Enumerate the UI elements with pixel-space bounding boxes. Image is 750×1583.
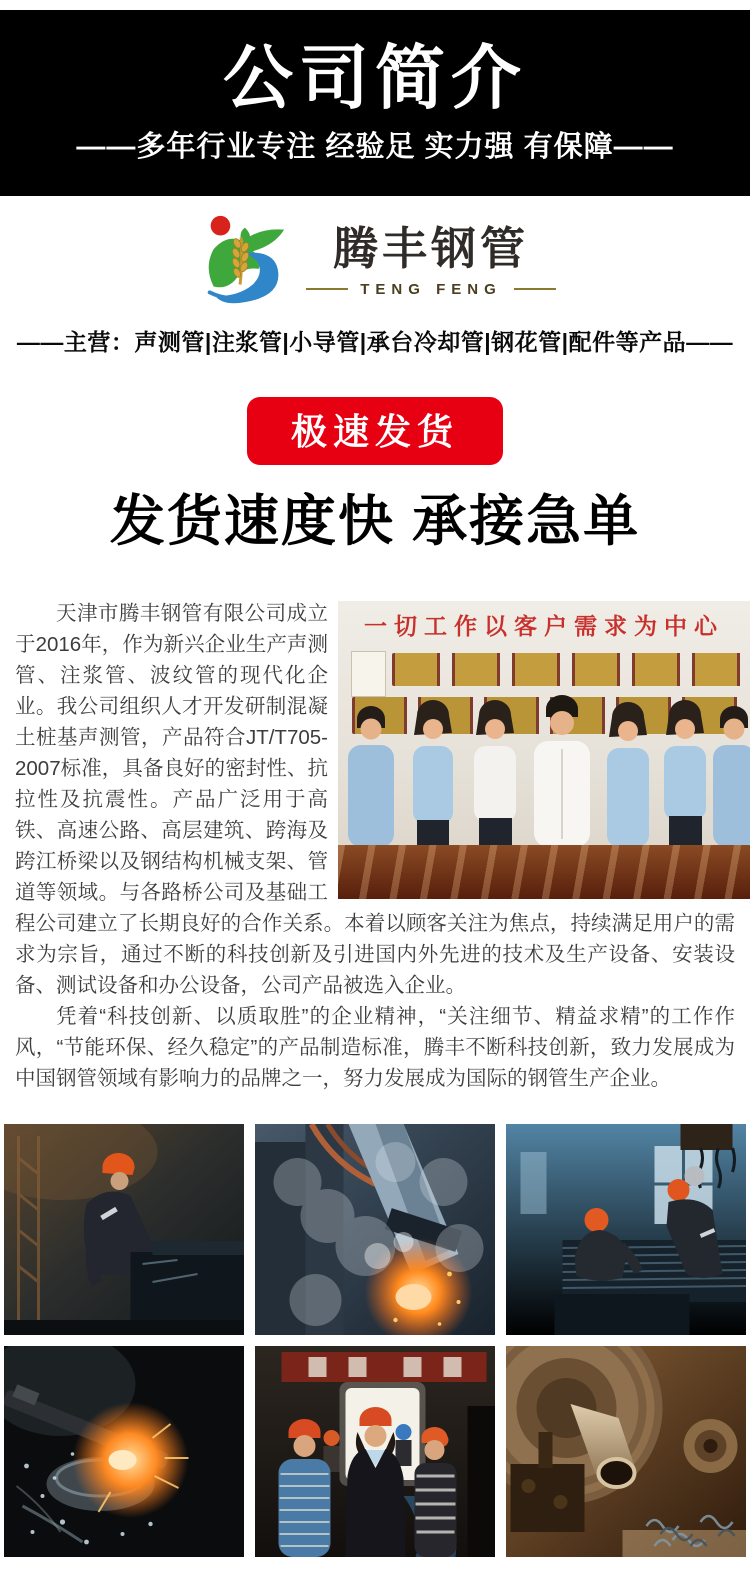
brand-logo-row: [0, 210, 750, 312]
about-section: [0, 598, 750, 1094]
gold-dash-left: [306, 288, 348, 290]
brand-name-en-text: TENG FENG: [360, 280, 502, 298]
award-plaques-row: [392, 653, 742, 686]
gallery-photo-lathe-machining: [506, 1346, 746, 1557]
fast-shipping-badge: 极速发货: [247, 397, 503, 465]
brand-name-cn: 腾丰钢管: [332, 223, 529, 275]
team-members-illustration: [338, 689, 750, 847]
gallery-photo-worker-machine: [4, 1124, 244, 1335]
factory-gallery: [0, 1124, 750, 1583]
promo-headline: 发货速度快 承接急单: [109, 490, 641, 552]
header-subtitle: ——多年行业专注 经验足 实力强 有保障——: [76, 131, 674, 163]
brand-section: [0, 196, 750, 357]
gallery-photo-pipe-stacking: [506, 1124, 746, 1335]
page-title: 公司简介: [223, 39, 527, 117]
about-paragraph-1: 天津市腾丰钢管有限公司成立于2016年，作为新兴企业生产声测管、注浆管、波纹管的现代化企业。我公司组织人才开发研制混凝土桩基声测管，产品符合JT/T705-2007标准，具备良好的密封性、抗拉性及抗震性。产品广泛用于高铁、高速公路、高层建筑、跨海及跨江桥梁以及钢结构机械支架、管道等领域。与各路桥公司及基础工程公司建立了长期良好的合作关系。本着以顾客关注为焦点，持续满足用户的需求为宗旨，通过不断的科技创新及引进国内外先进的技术及生产设备、安装设备、测试设备和办公设备，公司产品被选入企业。: [15, 601, 735, 997]
about-paragraph-2: 凭着“科技创新、以质取胜”的企业精神，“关注细节、精益求精”的工作作风，“节能环保、经久稳定”的产品制造标准，腾丰不断科技创新，致力发展成为中国钢管领域有影响力的品牌之一，努力发展成为国际的钢管生产企业。: [15, 1004, 735, 1090]
brand-name-en: [306, 281, 556, 298]
gold-dash-right: [514, 288, 556, 290]
main-products-line: ——主营：声测管|注浆管|小导管|承台冷却管|钢花管|配件等产品——: [16, 329, 734, 355]
gallery-photo-production-line: [255, 1124, 495, 1335]
promo-section: [0, 357, 750, 552]
conference-table: [338, 845, 750, 899]
team-photo: [338, 601, 750, 899]
brand-logo-icon: [194, 210, 292, 312]
team-photo-slogan: 一切工作以客户需求为中心: [364, 612, 724, 639]
brand-text-block: [306, 224, 556, 298]
gallery-photo-team-walking: [255, 1346, 495, 1557]
header-banner: [0, 10, 750, 196]
gallery-photo-grinding-sparks: [4, 1346, 244, 1557]
